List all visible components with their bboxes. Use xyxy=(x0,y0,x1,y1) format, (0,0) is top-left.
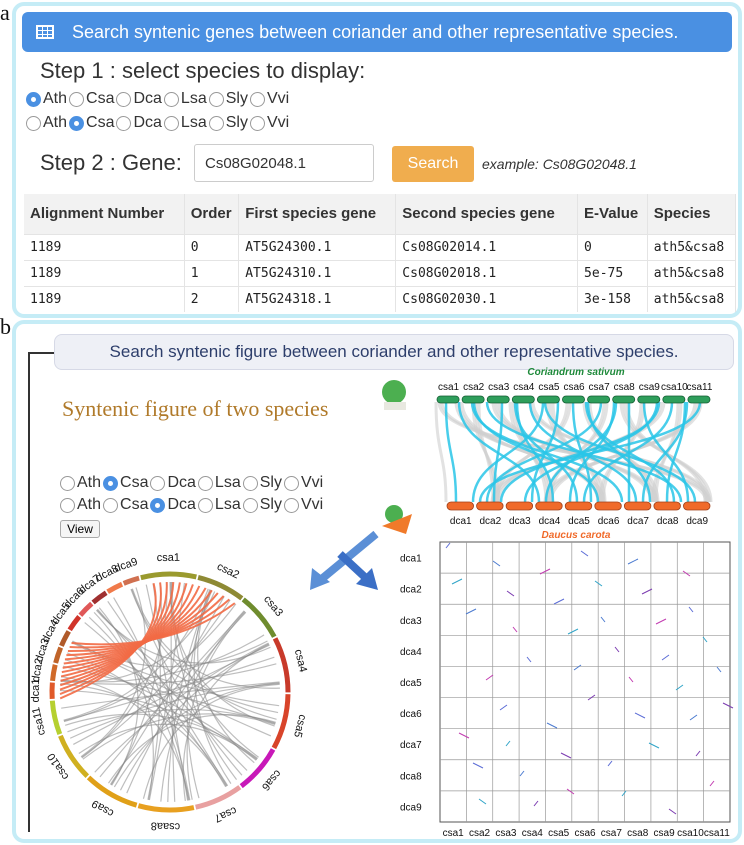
species-radio-2-lsa[interactable] xyxy=(164,114,207,132)
radio-circle-icon[interactable] xyxy=(209,116,224,131)
radio-label: Lsa xyxy=(214,474,241,491)
radio-label: Ath xyxy=(43,114,68,131)
radio-label: Sly xyxy=(225,114,248,131)
synteny-plot xyxy=(376,364,716,544)
radio-circle-icon[interactable] xyxy=(284,498,299,513)
table-cell: 0 xyxy=(184,234,239,260)
dotplot-x-label: csa4 xyxy=(521,828,543,839)
dotplot-x-label: csa7 xyxy=(600,828,622,839)
panel-a-letter: a xyxy=(0,0,10,25)
circos-segment xyxy=(70,617,80,630)
radio-label: Vvi xyxy=(300,496,324,513)
dotplot-x-label: csa5 xyxy=(548,828,570,839)
radio-label: Lsa xyxy=(214,496,241,513)
results-table xyxy=(24,194,736,312)
column-header: E-Value xyxy=(578,194,648,234)
circos-link xyxy=(170,582,275,726)
radio-circle-icon[interactable] xyxy=(116,92,131,107)
circos-label: csa6 xyxy=(259,767,284,793)
table-cell: 0 xyxy=(578,234,648,260)
species-radio-1-vvi[interactable] xyxy=(250,90,289,108)
table-cell: ath5&csa8 xyxy=(647,234,735,260)
top-chrom-label: csa8 xyxy=(613,382,635,393)
radio-circle-icon[interactable] xyxy=(26,116,41,131)
circos-label: csa4 xyxy=(291,648,309,674)
bottom-chrom-bar xyxy=(595,502,622,510)
radio-circle-icon[interactable] xyxy=(243,498,258,513)
circos-segment xyxy=(108,584,122,592)
figure-radio-2-dca[interactable] xyxy=(150,496,195,514)
example-text: example: Cs08G02048.1 xyxy=(482,156,637,172)
column-header: Second species gene xyxy=(396,194,578,234)
background-link xyxy=(436,402,446,502)
dotplot-y-label: dca6 xyxy=(400,709,422,721)
radio-circle-icon[interactable] xyxy=(250,92,265,107)
dotplot-y-label: dca2 xyxy=(400,584,422,596)
circos-label: dca9 xyxy=(112,555,140,575)
table-cell: Cs08G02030.1 xyxy=(396,286,578,312)
top-chrom-label: csa6 xyxy=(563,382,585,393)
figure-species-row-2 xyxy=(60,496,325,514)
radio-circle-icon[interactable] xyxy=(69,116,84,131)
radio-label: Ath xyxy=(43,90,68,107)
species-radio-row-1 xyxy=(26,90,291,108)
bottom-chrom-bar xyxy=(477,502,504,510)
circos-segment xyxy=(141,574,197,578)
table-cell: 2 xyxy=(184,286,239,312)
bottom-chrom-label: dca6 xyxy=(597,516,620,527)
circos-segment xyxy=(80,604,91,616)
dotplot-x-label: csa10 xyxy=(677,828,704,839)
bottom-chrom-label: dca7 xyxy=(627,516,649,527)
circos-label: dca2 xyxy=(29,657,46,683)
radio-label: Vvi xyxy=(266,114,290,131)
figure-radio-2-csa[interactable] xyxy=(103,496,148,514)
bottom-chrom-bar xyxy=(506,502,533,510)
radio-label: Dca xyxy=(133,114,162,131)
top-chrom-bar xyxy=(487,396,509,403)
circos-label: csa10 xyxy=(45,750,72,782)
bottom-chrom-bar xyxy=(565,502,592,510)
figure-radio-2-lsa[interactable] xyxy=(198,496,241,514)
circos-label: csaa8 xyxy=(150,819,181,833)
circos-segment xyxy=(138,806,194,810)
species-radio-1-dca[interactable] xyxy=(116,90,161,108)
species-radio-2-ath[interactable] xyxy=(26,114,67,132)
dot-plot xyxy=(396,536,736,842)
circos-label: dca4 xyxy=(39,617,62,645)
dotplot-y-label: dca7 xyxy=(400,740,422,752)
top-chrom-label: csa1 xyxy=(437,382,460,393)
table-icon xyxy=(36,25,54,39)
radio-label: Csa xyxy=(120,496,149,513)
table-cell: ath5&csa8 xyxy=(647,260,735,286)
circos-plot xyxy=(22,524,322,842)
circos-label: csa11 xyxy=(30,705,49,737)
bottom-chrom-label: dca3 xyxy=(509,516,531,527)
syntenic-figure-title: Syntenic figure of two species xyxy=(62,396,329,421)
circos-segment xyxy=(274,694,288,748)
radio-label: Csa xyxy=(120,474,149,491)
root-icon xyxy=(384,402,406,410)
radio-label: Lsa xyxy=(180,114,207,131)
radio-label: Csa xyxy=(86,114,115,131)
circos-label: csa1 xyxy=(156,551,181,565)
column-header: Order xyxy=(184,194,239,234)
radio-circle-icon[interactable] xyxy=(198,498,213,513)
bottom-chrom-label: dca5 xyxy=(568,516,590,527)
search-button[interactable]: Search xyxy=(392,146,474,182)
circos-segment xyxy=(93,593,106,603)
top-chrom-label: csa9 xyxy=(638,382,660,393)
radio-circle-icon[interactable] xyxy=(164,92,179,107)
radio-circle-icon[interactable] xyxy=(60,476,75,491)
bottom-chrom-bar xyxy=(447,502,474,510)
species-radio-2-vvi[interactable] xyxy=(250,114,289,132)
radio-label: Dca xyxy=(133,90,162,107)
figure-radio-1-dca[interactable] xyxy=(150,474,195,492)
top-chrom-label: csa5 xyxy=(538,382,560,393)
dotplot-y-label: dca8 xyxy=(400,771,422,783)
bottom-species-label: Daucus carota xyxy=(541,530,611,541)
top-chrom-label: csa4 xyxy=(513,382,535,393)
dotplot-frame xyxy=(440,542,730,822)
top-chrom-bar xyxy=(663,396,685,403)
table-row xyxy=(24,286,736,312)
radio-label: Vvi xyxy=(266,90,290,107)
circos-label: dca5 xyxy=(49,600,73,627)
bottom-chrom-bar xyxy=(683,502,710,510)
radio-label: Dca xyxy=(167,496,196,513)
step1-label: Step 1 : select species to display: xyxy=(40,58,366,83)
circos-label: csa5 xyxy=(290,713,309,739)
figure-radio-2-vvi[interactable] xyxy=(284,496,323,514)
radio-label: Sly xyxy=(259,496,282,513)
circos-segment xyxy=(124,578,139,583)
radio-label: Sly xyxy=(225,90,248,107)
species-radio-1-lsa[interactable] xyxy=(164,90,207,108)
table-row xyxy=(24,260,736,286)
figure-radio-1-ath[interactable] xyxy=(60,474,101,492)
radio-circle-icon[interactable] xyxy=(250,116,265,131)
circos-label: dca8 xyxy=(93,562,121,585)
gene-input[interactable] xyxy=(194,144,374,182)
circos-label: dca7 xyxy=(76,572,104,597)
table-cell: AT5G24310.1 xyxy=(239,260,396,286)
top-chrom-label: csa11 xyxy=(686,382,713,393)
top-chrom-label: csa7 xyxy=(588,382,610,393)
dotplot-x-label: csa9 xyxy=(653,828,675,839)
bottom-chrom-label: dca4 xyxy=(538,516,561,527)
circos-label: csa7 xyxy=(212,803,239,825)
radio-circle-icon[interactable] xyxy=(69,92,84,107)
radio-circle-icon[interactable] xyxy=(116,116,131,131)
circos-label: dca1 xyxy=(29,678,43,703)
top-chrom-bar xyxy=(437,396,459,403)
radio-circle-icon[interactable] xyxy=(60,498,75,513)
species-radio-2-csa[interactable] xyxy=(69,114,114,132)
figure-radio-2-ath[interactable] xyxy=(60,496,101,514)
radio-circle-icon[interactable] xyxy=(26,92,41,107)
dotplot-y-label: dca9 xyxy=(400,802,422,814)
figure-radio-2-sly[interactable] xyxy=(243,496,282,514)
table-cell: Cs08G02018.1 xyxy=(396,260,578,286)
top-chrom-bar xyxy=(688,396,710,403)
radio-circle-icon[interactable] xyxy=(103,476,118,491)
bottom-chrom-label: dca9 xyxy=(686,516,709,527)
figure-radio-1-sly[interactable] xyxy=(243,474,282,492)
table-cell: Cs08G02014.1 xyxy=(396,234,578,260)
species-radio-1-sly[interactable] xyxy=(209,90,248,108)
figure-search-panel xyxy=(12,320,742,843)
table-cell: AT5G24300.1 xyxy=(239,234,396,260)
circos-label: csa3 xyxy=(261,593,286,619)
figure-radio-1-vvi[interactable] xyxy=(284,474,323,492)
radio-circle-icon[interactable] xyxy=(150,498,165,513)
radio-label: Sly xyxy=(259,474,282,491)
radio-label: Csa xyxy=(86,90,115,107)
table-row xyxy=(24,234,736,260)
dotplot-x-label: csa3 xyxy=(495,828,517,839)
top-chrom-bar xyxy=(512,396,534,403)
radio-circle-icon[interactable] xyxy=(150,476,165,491)
bottom-chrom-bar xyxy=(536,502,563,510)
radio-circle-icon[interactable] xyxy=(243,476,258,491)
radio-circle-icon[interactable] xyxy=(284,476,299,491)
circos-label: csa9 xyxy=(89,797,116,820)
species-radio-row-2 xyxy=(26,114,291,132)
bottom-chrom-label: dca2 xyxy=(479,516,502,527)
bottom-chrom-bar xyxy=(624,502,651,510)
radio-circle-icon[interactable] xyxy=(198,476,213,491)
figure-species-row-1 xyxy=(60,474,325,492)
radio-label: Lsa xyxy=(180,90,207,107)
top-species-label: Coriandrum sativum xyxy=(527,367,625,378)
dotplot-x-label: csa6 xyxy=(574,828,596,839)
top-chrom-bar xyxy=(537,396,559,403)
circos-label: dca6 xyxy=(61,585,88,611)
dotplot-x-label: csa11 xyxy=(703,828,730,839)
circos-segment xyxy=(52,701,59,734)
figure-radio-1-lsa[interactable] xyxy=(198,474,241,492)
bottom-chrom-label: dca1 xyxy=(449,516,472,527)
top-chrom-bar xyxy=(613,396,635,403)
top-chrom-bar xyxy=(588,396,610,403)
top-chrom-label: csa10 xyxy=(661,382,688,393)
column-header: Alignment Number xyxy=(24,194,184,234)
circos-segment xyxy=(53,665,56,681)
column-header: First species gene xyxy=(239,194,396,234)
circos-label: csa2 xyxy=(214,560,242,582)
radio-label: Vvi xyxy=(300,474,324,491)
radio-label: Dca xyxy=(167,474,196,491)
coriander-icon xyxy=(382,380,406,404)
dotplot-x-label: csa1 xyxy=(442,828,464,839)
bottom-chrom-label: dca8 xyxy=(656,516,679,527)
table-cell: 3e-158 xyxy=(578,286,648,312)
column-header: Species xyxy=(647,194,735,234)
figure-search-header: Search syntenic figure between coriander and other representative species. xyxy=(54,334,734,370)
top-chrom-label: csa3 xyxy=(488,382,510,393)
table-cell: AT5G24318.1 xyxy=(239,286,396,312)
species-radio-1-csa[interactable] xyxy=(69,90,114,108)
dotplot-x-label: csa2 xyxy=(468,828,491,839)
radio-label: Ath xyxy=(77,496,102,513)
table-cell: 5e-75 xyxy=(578,260,648,286)
radio-circle-icon[interactable] xyxy=(164,116,179,131)
table-cell: 1189 xyxy=(24,260,184,286)
figure-radio-1-csa[interactable] xyxy=(103,474,148,492)
panel-b-letter: b xyxy=(0,314,11,339)
radio-label: Ath xyxy=(77,474,102,491)
table-cell: 1189 xyxy=(24,286,184,312)
circos-segment xyxy=(56,648,61,663)
table-cell: ath5&csa8 xyxy=(647,286,735,312)
species-radio-2-sly[interactable] xyxy=(209,114,248,132)
top-chrom-bar xyxy=(562,396,584,403)
circos-segment xyxy=(61,631,68,646)
view-button[interactable]: View xyxy=(60,520,100,538)
dotplot-x-label: csa8 xyxy=(627,828,649,839)
step2-label: Step 2 : Gene: xyxy=(40,150,182,175)
table-cell: 1 xyxy=(184,260,239,286)
table-cell: 1189 xyxy=(24,234,184,260)
dotplot-y-label: dca3 xyxy=(400,615,422,627)
dotplot-y-label: dca5 xyxy=(400,678,422,689)
radio-circle-icon[interactable] xyxy=(103,498,118,513)
radio-circle-icon[interactable] xyxy=(209,92,224,107)
gene-search-header xyxy=(22,12,732,52)
top-chrom-bar xyxy=(462,396,484,403)
dotplot-y-label: dca1 xyxy=(400,553,422,565)
dotplot-y-label: dca4 xyxy=(400,646,422,658)
bottom-chrom-bar xyxy=(654,502,681,510)
top-chrom-label: csa2 xyxy=(463,382,485,393)
species-radio-2-dca[interactable] xyxy=(116,114,161,132)
gene-search-panel xyxy=(12,2,742,318)
species-radio-1-ath[interactable] xyxy=(26,90,67,108)
circos-label: dca3 xyxy=(33,636,53,664)
top-chrom-bar xyxy=(638,396,660,403)
gene-search-header-text: Search syntenic genes between coriander and other representative species. xyxy=(72,21,679,42)
